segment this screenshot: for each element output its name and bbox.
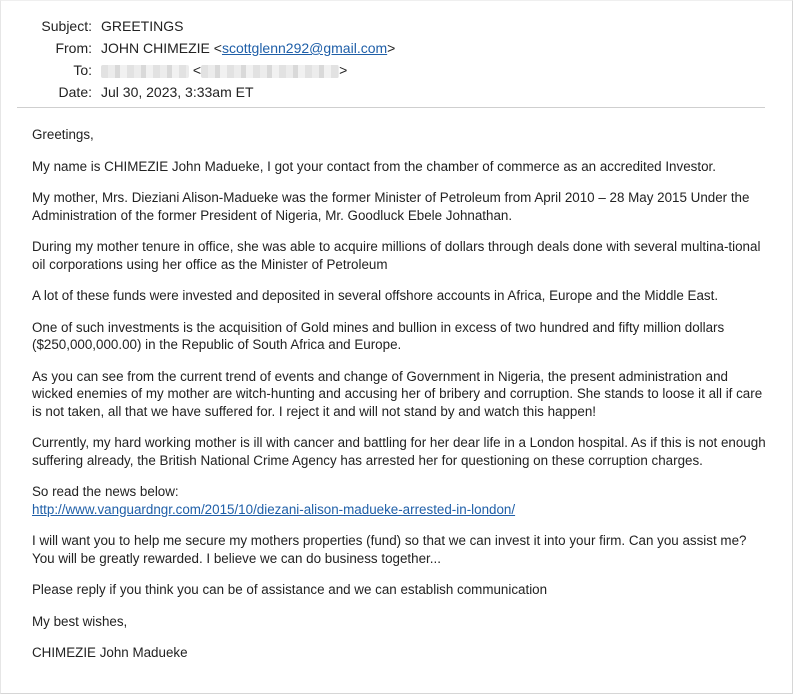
to-row: [0, 60, 793, 80]
email-body: [32, 126, 772, 676]
body-paragraph: As you can see from the current trend of events and change of Government in Nigeria, the present administration and wicked enemies of my mother are witch-hunting and accusing her of bribery and corruption. She stands to loose it all if care is not taken, all that we have suffered for. I reject it and will not stand by and watch this happen!: [32, 368, 763, 419]
from-value: [101, 38, 395, 58]
news-intro: So read the news below:: [32, 484, 179, 499]
to-label: To:: [73, 62, 92, 78]
body-paragraph: Currently, my hard working mother is ill with cancer and battling for her dear life in a London hospital. As if this is not enough suffering already, the British National Crime Agency has arrested her for questioning on these corruption charges.: [32, 435, 766, 468]
body-paragraph: My mother, Mrs. Dieziani Alison-Madueke was the former Minister of Petroleum from April 2010 – 28 May 2015 Under the Administration of the former President of Nigeria, Mr. Goodluck Ebele Johnathan.: [32, 190, 750, 223]
from-name: JOHN CHIMEZIE: [101, 40, 210, 56]
body-paragraph: My best wishes,: [32, 613, 128, 629]
body-paragraph: Please reply if you think you can be of assistance and we can establish communication: [32, 582, 548, 597]
date-row: [0, 82, 793, 102]
body-paragraph: A lot of these funds were invested and deposited in several offshore accounts in Africa, Europe and the Middle East.: [32, 288, 719, 303]
subject-label: Subject:: [41, 18, 92, 34]
greeting: Greetings,: [32, 127, 94, 142]
to-bracket-open: <: [192, 62, 202, 78]
body-paragraph: My name is CHIMEZIE John Madueke, I got your contact from the chamber of commerce as an accredited Investor.: [32, 158, 716, 174]
from-row: [0, 38, 793, 58]
subject-value: GREETINGS: [101, 18, 184, 34]
redacted-recipient-name: [101, 65, 189, 78]
to-bracket-close: >: [339, 62, 348, 78]
redacted-recipient-email: [201, 65, 339, 78]
subject-row: [0, 16, 793, 36]
to-value: [101, 60, 347, 80]
from-bracket-open: <: [213, 40, 222, 56]
date-value: Jul 30, 2023, 3:33am ET: [101, 84, 254, 100]
body-paragraph: During my mother tenure in office, she was able to acquire millions of dollars through deals done with several multina-tional oil corporations using her office as the Minister of Petroleum: [32, 239, 761, 272]
news-link[interactable]: http://www.vanguardngr.com/2015/10/diezani-alison-madueke-arrested-in-london/: [32, 501, 516, 517]
news-paragraph: [32, 483, 772, 518]
from-label: From:: [55, 40, 92, 56]
from-bracket-close: >: [387, 40, 396, 56]
body-paragraph: One of such investments is the acquisition of Gold mines and bullion in excess of two hundred and fifty million dollars ($250,000,000.00) in the Republic of South Africa and Europe.: [32, 319, 725, 352]
body-paragraph: I will want you to help me secure my mothers properties (fund) so that we can invest it into your firm. Can you assist me? You will be greatly rewarded. I believe we can do business together...: [32, 533, 747, 566]
date-label: Date:: [58, 84, 92, 100]
header-divider: [17, 107, 765, 108]
signature: CHIMEZIE John Madueke: [32, 645, 188, 660]
from-email-link[interactable]: scottglenn292@gmail.com: [221, 40, 388, 56]
